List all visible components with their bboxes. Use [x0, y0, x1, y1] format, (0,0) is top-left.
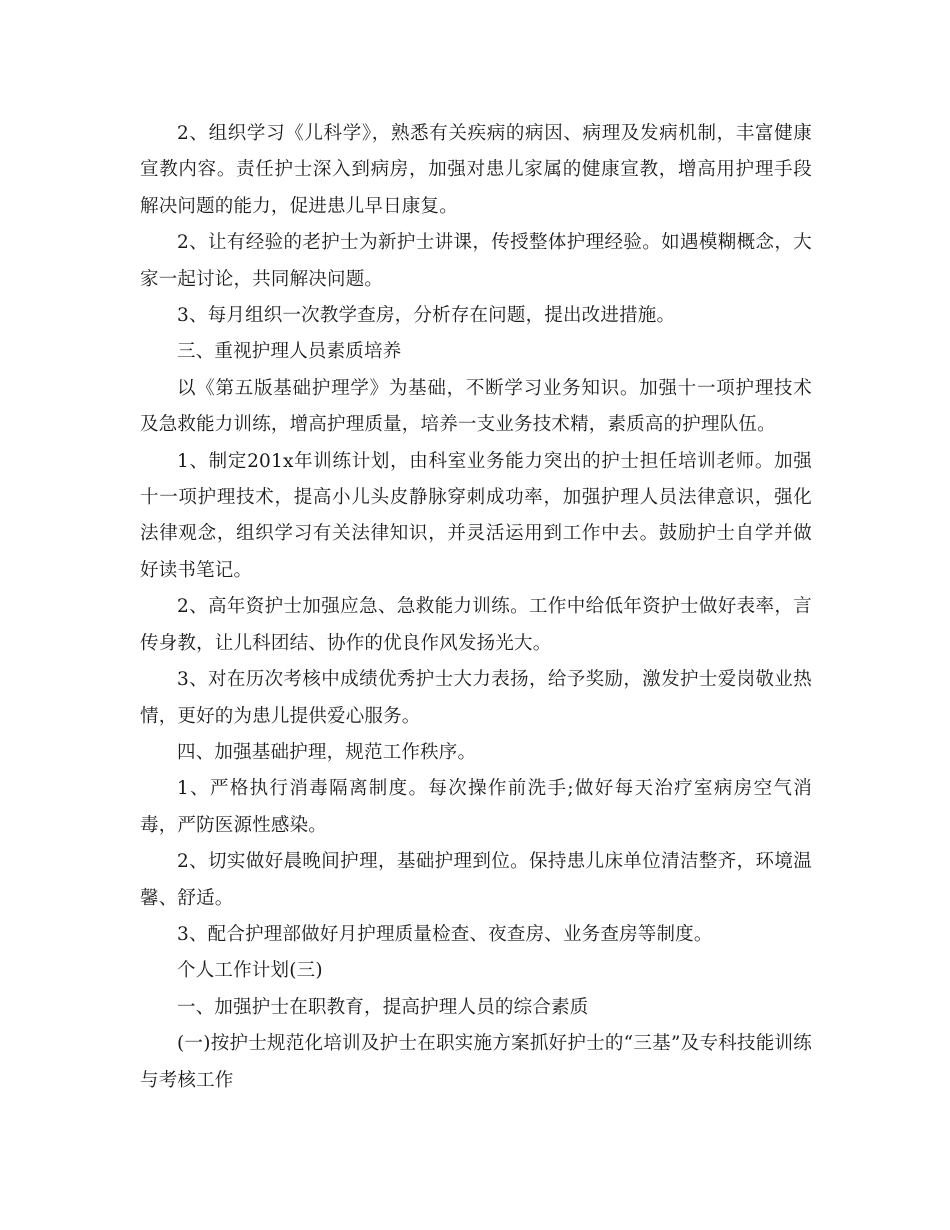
paragraph-emergency-training: 2、高年资护士加强应急、急救能力训练。工作中给低年资护士做好表率，言传身教，让儿科团结、协作的优良作风发扬光大。	[140, 596, 812, 654]
paragraph-basic-nursing-textbook: 以《第五版基础护理学》为基础，不断学习业务知识。加强十一项护理技术及急救能力训练，增高护理质量，培养一支业务技术精，素质高的护理队伍。	[140, 377, 812, 436]
paragraph-teaching-rounds: 3、每月组织一次教学查房，分析存在问题，提出改进措施。	[177, 305, 676, 327]
document-page	[140, 116, 812, 1099]
paragraph-morning-evening-care: 2、切实做好晨晚间护理，基础护理到位。保持患儿床单位清洁整齐，环境温馨、舒适。	[140, 851, 812, 909]
paragraph-disinfection: 1、严格执行消毒隔离制度。每次操作前洗手;做好每天治疗室病房空气消毒，严防医源性感染。	[140, 778, 812, 836]
paragraph-senior-nurse-lectures: 2、让有经验的老护士为新护士讲课，传授整体护理经验。如遇模糊概念，大家一起讨论，共同解决问题。	[140, 232, 812, 290]
paragraph-three-basics-training: (一)按护士规范化培训及护士在职实施方案抓好护士的“三基”及专科技能训练与考核工作	[140, 1033, 812, 1091]
section-heading-basic-nursing: 四、加强基础护理，规范工作秩序。	[177, 741, 477, 763]
paragraph-rewards: 3、对在历次考核中成绩优秀护士大力表扬，给予奖励，激发护士爱岗敬业热情，更好的为患儿提供爱心服务。	[140, 669, 812, 727]
section-heading-quality-training: 三、重视护理人员素质培养	[177, 341, 402, 363]
plan-title-three: 个人工作计划(三)	[177, 960, 323, 982]
section-heading-in-service-education: 一、加强护士在职教育，提高护理人员的综合素质	[177, 996, 589, 1018]
paragraph-pediatrics-study: 2、组织学习《儿科学》，熟悉有关疾病的病因、病理及发病机制，丰富健康宣教内容。责任护士深入到病房，加强对患儿家属的健康宣教，增高用护理手段解决问题的能力，促进患儿早日康复。	[140, 123, 812, 217]
paragraph-quality-inspection: 3、配合护理部做好月护理质量检查、夜查房、业务查房等制度。	[177, 923, 713, 945]
paragraph-training-plan: 1、制定201x年训练计划，由科室业务能力突出的护士担任培训老师。加强十一项护理技术，提高小儿头皮静脉穿刺成功率，加强护理人员法律意识，强化法律观念，组织学习有关法律知识，并灵活运用到工作中去。鼓励护士自学并做好读书笔记。	[140, 450, 812, 581]
